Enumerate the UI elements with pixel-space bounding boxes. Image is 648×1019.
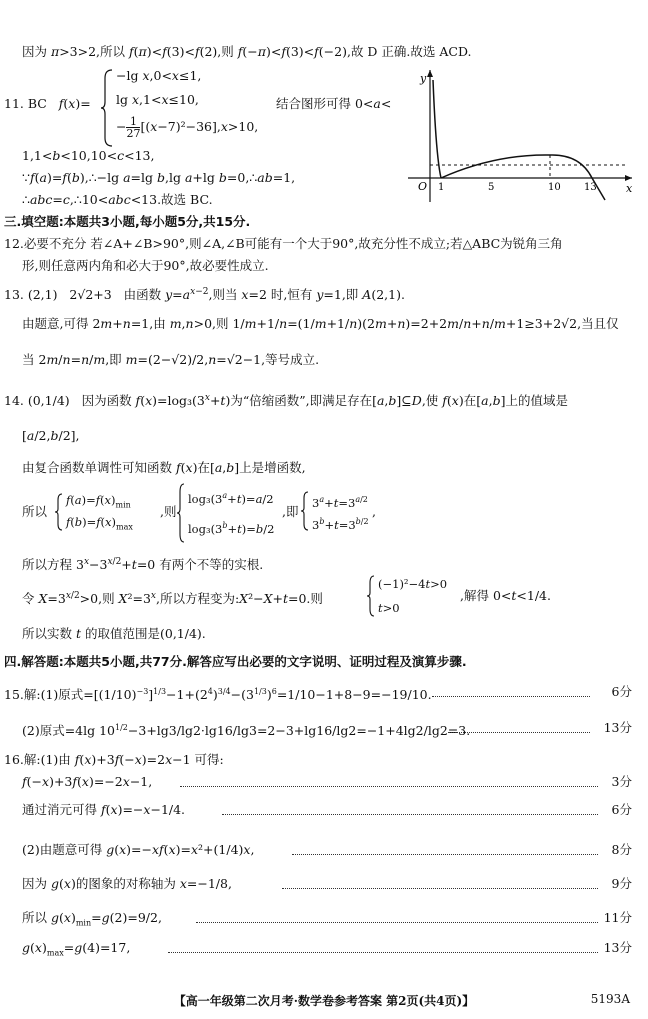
text-line: 14. (0,1/4) 因为函数 $f(x)=\log_3(3^x+t)$为“倍缩函数”,即满足存在[a,b]⊆D,使 f(x)在[a,b]上的值域是: [4, 393, 568, 409]
text-line: 因为 g(x)的图象的对称轴为 x=−1/8,: [22, 876, 232, 891]
score: 9分: [611, 876, 632, 891]
piece-3: − $\frac{1}{27}$ [(x−7)²−36],x>10,: [116, 115, 259, 140]
text-line: 通过消元可得 f(x)=−x−1/4.: [22, 802, 186, 817]
tick-label: 13: [584, 182, 597, 193]
score: 6分: [611, 684, 632, 699]
text-line: 因为 π>3>2,所以 f(π)<f(3)<f(2),则 f(−π)<f(3)<f(−2),故 D 正确.故选 ACD.: [22, 44, 472, 59]
score: 6分: [611, 802, 632, 817]
section-heading: 三.填空题:本题共3小题,每小题5分,共15分.: [4, 214, 251, 229]
score: 13分: [603, 720, 632, 735]
text-line: 12.必要不充分 若∠A+∠B>90°,则∠A,∠B可能有一个大于90°,故充分性不成立;若△ABC为锐角三角: [4, 236, 563, 251]
question-11-label: 11. BC f(x)=: [4, 96, 91, 111]
text-line: 13. (2,1) 2√2+3 由函数 $y=a^{x-2}$,则当 x=2 时,恒有 y=1,即 A(2,1).: [4, 287, 405, 303]
text-line: 结合图形可得 0<a<: [276, 96, 392, 111]
text-line: [a/2,b/2],: [22, 428, 80, 443]
text-line: 16.解:(1)由 f(x)+3f(−x)=2x−1 可得:: [4, 752, 224, 767]
piece-2: lg x,1<x≤10,: [116, 92, 199, 107]
tick-label: 5: [488, 182, 495, 193]
origin-label: O: [418, 180, 428, 193]
text-line: 由复合函数单调性可知函数 f(x)在[a,b]上是增函数,: [22, 460, 306, 475]
text-line: 15.解:(1)原式$=[(1/10)^{-3}]^{1/3}-1+(2^4)^{3/4}-(3^{1/3})^6=1/10-1+8-9=-19/10$.: [4, 687, 432, 703]
score: 13分: [603, 940, 632, 955]
tick-label: 1: [438, 182, 445, 193]
text-line: 当 2m/n=n/m,即 m=(2−√2)/2,n=√2−1,等号成立.: [22, 352, 320, 367]
paper-code: 5193A: [590, 992, 630, 1006]
page-footer: 【高一年级第二次月考·数学卷参考答案 第2页(共4页)】: [173, 994, 475, 1008]
brace: [100, 68, 114, 148]
section-heading: 四.解答题:本题共5小题,共77分.解答应写出必要的文字说明、证明过程及演算步骤.: [4, 654, 467, 669]
text-line: f(−x)+3f(x)=−2x−1,: [22, 774, 153, 789]
tick-label: 10: [548, 182, 561, 193]
x-axis-label: x: [626, 182, 633, 195]
text-line: (2)原式=4lg $10^{1/2}-3+\lg 3/\lg 2\cdot\lg 16/\lg 3=2-3+\lg 16/\lg 2=-1+4\lg 2/\lg 2=3$.: [22, 723, 471, 739]
piece-1: −lg x,0<x≤1,: [116, 68, 202, 83]
score: 11分: [603, 910, 632, 925]
score: 8分: [611, 842, 632, 857]
text-line: 所以 $g(x)_{min}=g(2)=9/2$,: [22, 910, 162, 928]
text-line: 所以: [22, 504, 48, 519]
text-line: ∵f(a)=f(b),∴−lg a=lg b,lg a+lg b=0,∴ab=1,: [22, 170, 296, 185]
curve-segment: [433, 80, 441, 178]
text-line: 所以实数 t 的取值范围是(0,1/4).: [22, 626, 206, 641]
text-line: $g(x)_{max}=g(4)=17$,: [22, 940, 131, 958]
text-line: 1,1<b<10,10<c<13,: [22, 148, 155, 163]
curve-segment: [441, 155, 550, 178]
text-line: 所以方程 $3^x-3^{x/2}+t=0$ 有两个不等的实根.: [22, 557, 264, 573]
text-line: 形,则任意两内角和必大于90°,故必要性成立.: [22, 258, 269, 273]
text-line: ∴abc=c,∴10<abc<13.故选 BC.: [22, 192, 213, 207]
score: 3分: [611, 774, 632, 789]
function-graph: [400, 66, 636, 206]
text-line: 由题意,可得 2m+n=1,由 m,n>0,则 1/m+1/n=(1/m+1/n)(2m+n)=2+2m/n+n/m+1≥3+2√2,当且仅: [22, 316, 619, 331]
text-line: 令 $X=3^{x/2}>0$,则 $X^2=3^x$,所以方程变为:X²−X+t=0.则: [22, 591, 323, 607]
text-line: (2)由题意可得 g(x)=−xf(x)=x²+(1/4)x,: [22, 842, 255, 857]
y-axis-label: y: [420, 72, 427, 85]
